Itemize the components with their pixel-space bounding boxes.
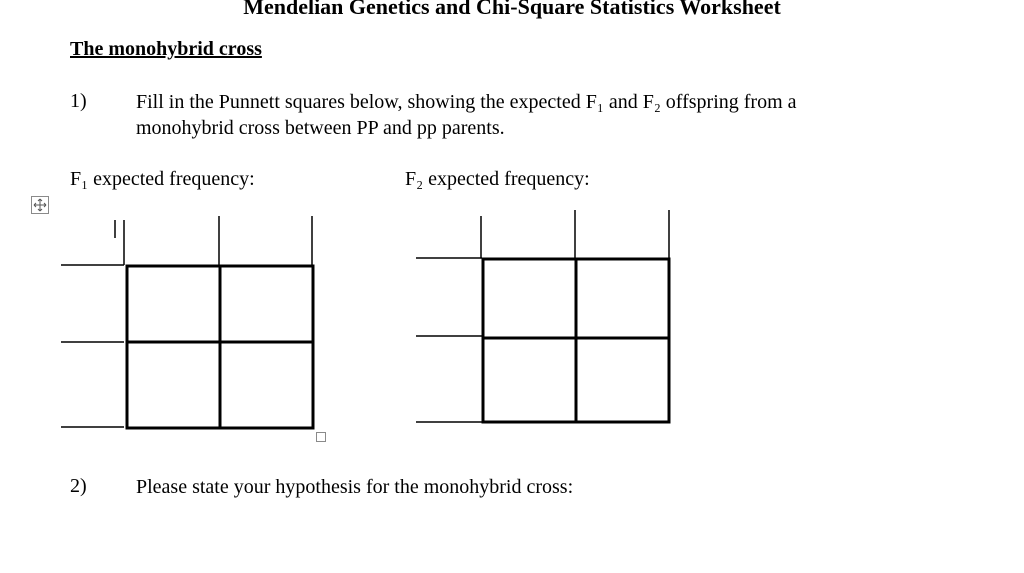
question-2-text: Please state your hypothesis for the monohybrid cross:	[136, 476, 574, 498]
worksheet-title: Mendelian Genetics and Chi-Square Statistics Worksheet	[243, 0, 781, 19]
section-heading: The monohybrid cross	[70, 38, 262, 60]
f1-frequency-label: F₁ expected frequency:	[70, 168, 255, 190]
f1-punnett-square[interactable]	[61, 216, 313, 428]
question-1-line-2: monohybrid cross between PP and pp parents.	[136, 117, 505, 139]
question-1-number: 1)	[70, 90, 87, 112]
f2-frequency-label: F₂ expected frequency:	[405, 168, 590, 190]
question-2-number: 2)	[70, 475, 87, 497]
table-resize-handle[interactable]	[316, 432, 326, 442]
f2-punnett-square[interactable]	[416, 210, 669, 422]
question-1-line-1: Fill in the Punnett squares below, showing the expected F₁ and F₂ offspring from a	[136, 91, 797, 113]
